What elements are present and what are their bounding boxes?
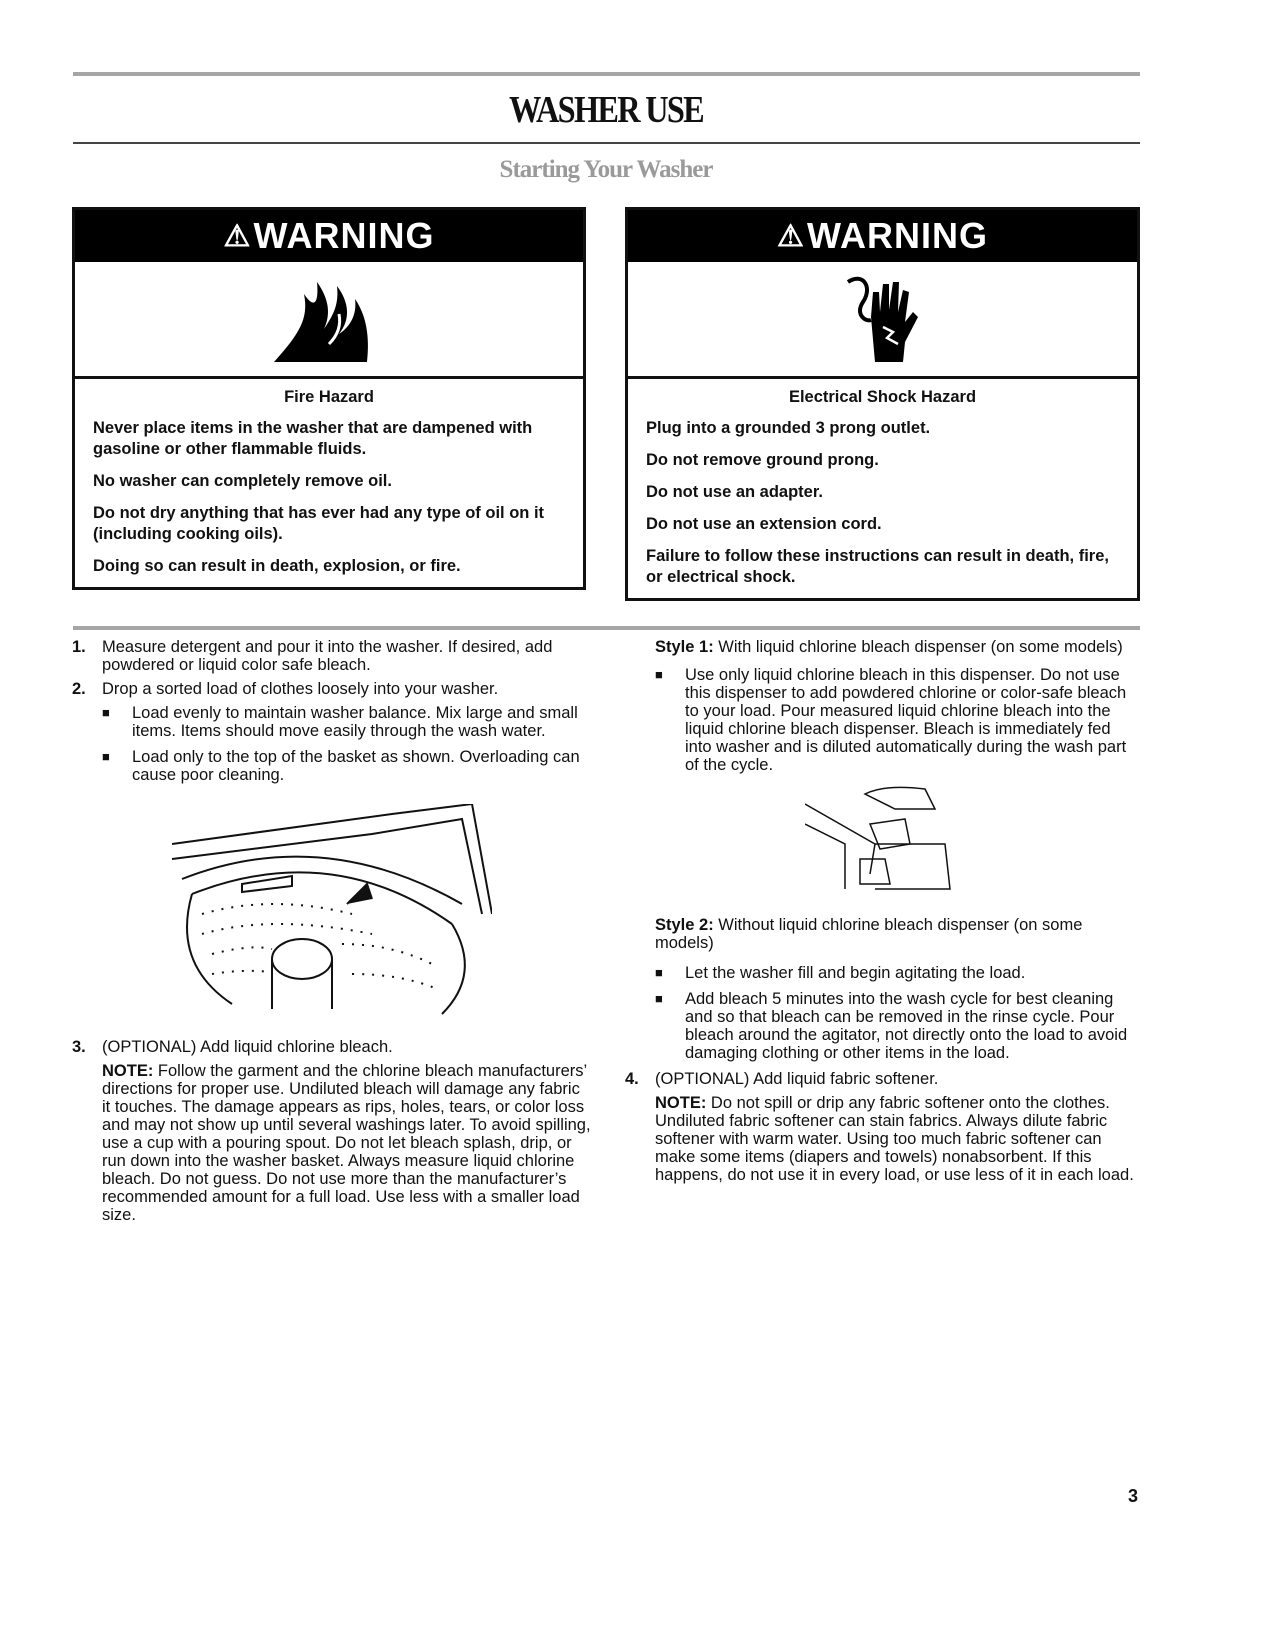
bullet-icon: ■ (655, 991, 663, 1006)
note-label: NOTE: (655, 1094, 707, 1112)
note-label: NOTE: (102, 1062, 154, 1080)
warning-header (75, 210, 583, 262)
step-3 (72, 1038, 592, 1056)
warning-line: No washer can completely remove oil. (93, 472, 392, 490)
bullet-icon: ■ (655, 667, 663, 682)
bleach-pouring-illustration (805, 784, 1140, 898)
bullet-icon: ■ (102, 705, 110, 720)
style-label: Style 2: (655, 916, 714, 934)
warning-triangle-icon: ⚠ (223, 219, 252, 253)
bullet-item (655, 666, 1140, 774)
warning-line: Doing so can result in death, explosion, or fire. (93, 557, 461, 575)
note-text: Follow the garment and the chlorine bleach manufacturers’ directions for proper use. Undiluted bleach will damage any fabric it touches. The damage appears as rips, holes, tears, or color loss and may not show up until several washings later. To avoid spilling, use a cup with a pouring spout. Do not let bleach splash, drip, or run down into the washer basket. Always measure liquid chlorine bleach. Do not guess. Do not use more than the manufacturer’s recommended amount for a full load. Use less with a smaller load size. (102, 1062, 591, 1224)
step-2 (72, 680, 592, 698)
style-text: With liquid chlorine bleach dispenser (on some models) (713, 638, 1123, 656)
bullet-text: Load evenly to maintain washer balance. Mix large and small items. Items should move easily through the wash water. (132, 704, 578, 740)
warning-line: Do not dry anything that has ever had any type of oil on it (including cooking oils). (93, 504, 545, 543)
electrical-shock-hand-icon (628, 262, 1137, 379)
page-number: 3 (1128, 1486, 1139, 1506)
step-number: 4. (625, 1070, 639, 1088)
warning-line: Failure to follow these instructions can result in death, fire, or electrical shock. (646, 547, 1109, 586)
title-rule (73, 142, 1140, 144)
warning-line: Do not use an adapter. (646, 483, 823, 501)
hazard-title: Fire Hazard (284, 388, 374, 406)
bullet-item (102, 748, 592, 784)
bullet-text: Load only to the top of the basket as shown. Overloading can cause poor cleaning. (132, 748, 580, 784)
fire-warning-box (72, 207, 586, 590)
step-number: 2. (72, 680, 86, 698)
page-title: WASHER USE (509, 89, 703, 131)
bullet-item (655, 990, 1140, 1062)
fire-icon (75, 262, 583, 379)
section-rule (73, 626, 1140, 630)
washer-basket-illustration (172, 804, 592, 1028)
style-text: Without liquid chlorine bleach dispenser (on some models) (655, 916, 1083, 952)
warning-line: Plug into a grounded 3 prong outlet. (646, 419, 931, 437)
bullet-item (102, 704, 592, 740)
step-text: (OPTIONAL) Add liquid fabric softener. (655, 1070, 939, 1088)
warning-line: Do not remove ground prong. (646, 451, 879, 469)
note-text: Do not spill or drip any fabric softener onto the clothes. Undiluted fabric softener can stain fabrics. Always dilute fabric softener with warm water. Using too much fabric softener can make some items (diapers and towels) nonabsorbent. If this happens, do not use it in every load, or use less of it in each load. (655, 1094, 1134, 1184)
shock-warning-box (625, 207, 1140, 601)
style-1-heading (655, 638, 1140, 656)
right-column (625, 638, 1140, 1184)
step-text: Measure detergent and pour it into the washer. If desired, add powdered or liquid color safe bleach. (102, 638, 553, 674)
bullet-text: Add bleach 5 minutes into the wash cycle for best cleaning and so that bleach can be removed in the rinse cycle. Pour bleach around the agitator, not directly onto the load to avoid damaging clothing or other items in the load. (685, 990, 1128, 1062)
style-2-heading (655, 916, 1140, 952)
bullet-text: Use only liquid chlorine bleach in this dispenser. Do not use this dispenser to add powdered chlorine or color-safe bleach to your load. Pour measured liquid chlorine bleach into the liquid chlorine bleach dispenser. Bleach is immediately fed into washer and is diluted automatically during the wash part of the cycle. (685, 666, 1127, 774)
left-column (72, 638, 592, 1224)
warning-header (628, 210, 1137, 262)
bullet-item (655, 964, 1140, 982)
step-1 (72, 638, 592, 674)
step-text: (OPTIONAL) Add liquid chlorine bleach. (102, 1038, 393, 1056)
warning-line: Never place items in the washer that are dampened with gasoline or other flammable fluids. (93, 419, 533, 458)
step-4 (625, 1070, 1140, 1088)
step-4-note (655, 1094, 1140, 1184)
step-3-note (102, 1062, 592, 1224)
section-title: Starting Your Washer (499, 156, 713, 183)
warning-triangle-icon: ⚠ (777, 219, 805, 253)
warning-label: WARNING (253, 215, 435, 256)
step-text: Drop a sorted load of clothes loosely into your washer. (102, 680, 499, 698)
warning-line: Do not use an extension cord. (646, 515, 882, 533)
top-rule (73, 72, 1140, 76)
bullet-icon: ■ (655, 965, 663, 980)
bullet-icon: ■ (102, 749, 110, 764)
bullet-text: Let the washer fill and begin agitating the load. (685, 964, 1026, 982)
step-number: 1. (72, 638, 86, 656)
hazard-title: Electrical Shock Hazard (788, 388, 977, 406)
step-number: 3. (72, 1038, 86, 1056)
warning-label: WARNING (806, 215, 988, 256)
style-label: Style 1: (655, 638, 714, 656)
